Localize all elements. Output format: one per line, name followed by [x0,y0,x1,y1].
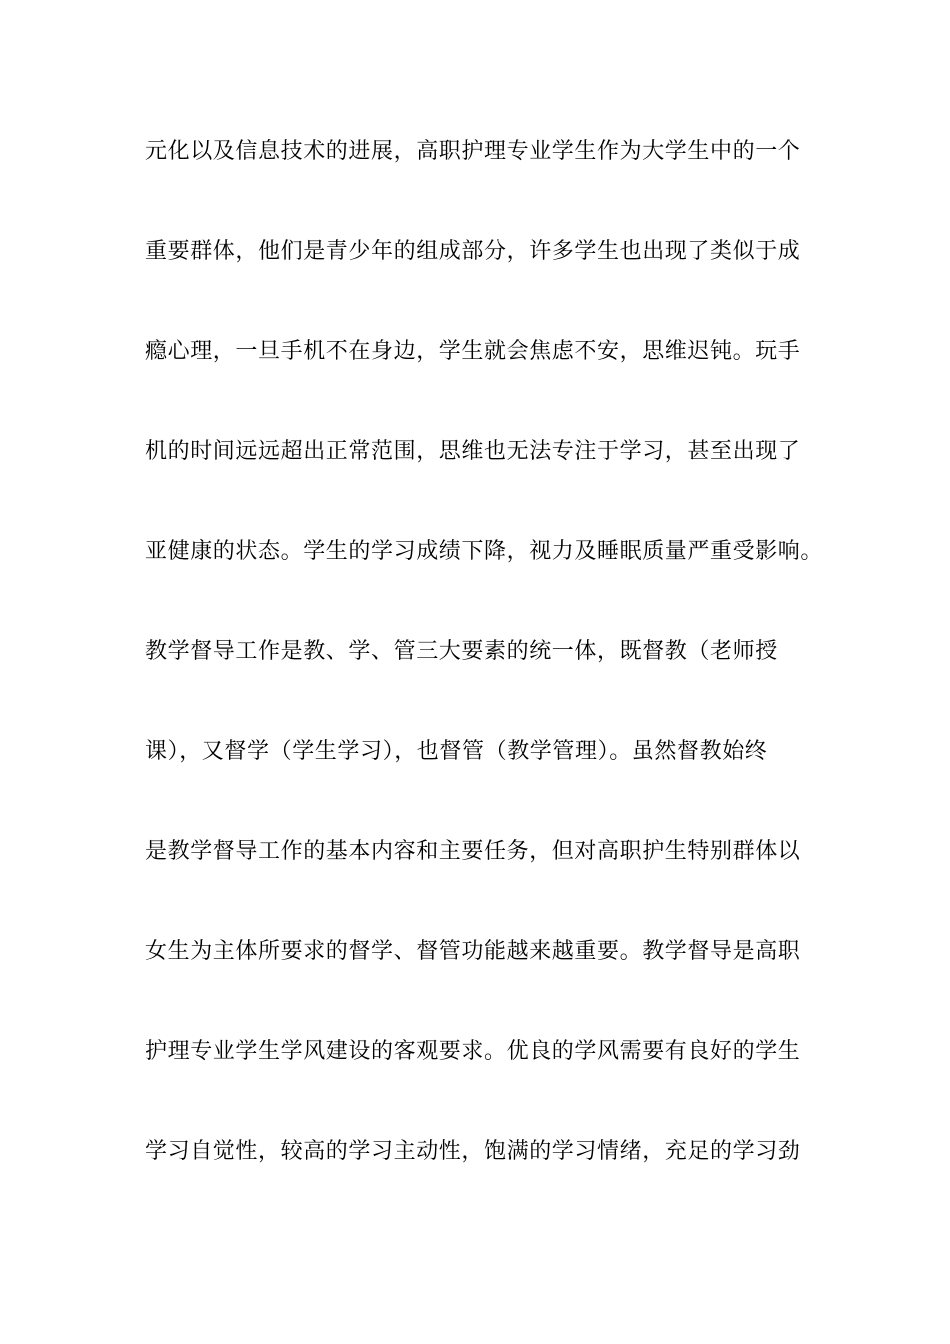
text-line: 机的时间远远超出正常范围，思维也无法专注于学习，甚至出现了 [145,439,801,464]
text-line: 瘾心理，一旦手机不在身边，学生就会焦虑不安，思维迟钝。玩手 [145,339,801,364]
text-line: 重要群体，他们是青少年的组成部分，许多学生也出现了类似于成 [145,239,801,264]
body-text [145,134,845,1234]
text-line: 是教学督导工作的基本内容和主要任务，但对高职护生特别群体以 [145,839,801,864]
text-line: 护理专业学生学风建设的客观要求。优良的学风需要有良好的学生 [145,1039,801,1064]
text-line: 课），又督学（学生学习），也督管（教学管理）。虽然督教始终 [145,739,768,764]
text-line: 教学督导工作是教、学、管三大要素的统一体，既督教（老师授 [145,639,778,664]
text-line: 亚健康的状态。学生的学习成绩下降，视力及睡眠质量严重受影响。 [145,539,824,564]
text-line: 学习自觉性，较高的学习主动性，饱满的学习情绪，充足的学习劲 [145,1139,801,1164]
text-line: 元化以及信息技术的进展，高职护理专业学生作为大学生中的一个 [145,139,801,164]
text-line: 女生为主体所要求的督学、督管功能越来越重要。教学督导是高职 [145,939,801,964]
